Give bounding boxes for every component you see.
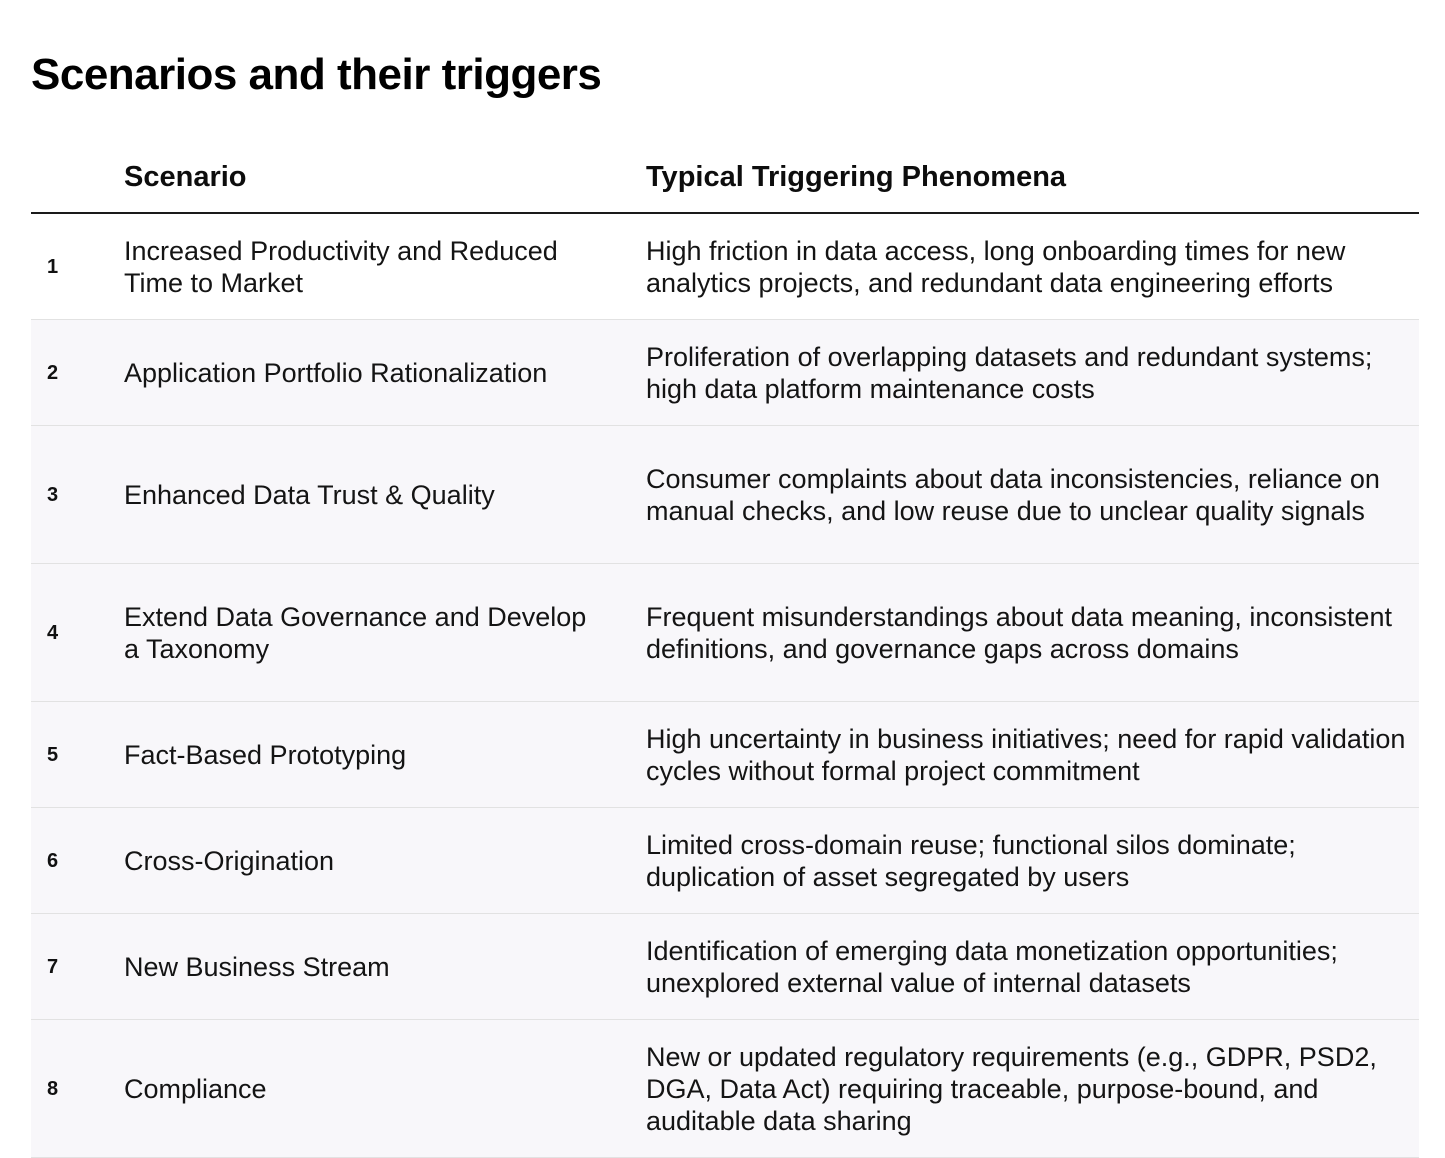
row-triggers: Limited cross-domain reuse; functional silos dominate; duplication of asset segregated by users — [646, 808, 1419, 914]
row-triggers: High uncertainty in business initiatives; need for rapid validation cycles without formal project commitment — [646, 702, 1419, 808]
row-number: 7 — [31, 914, 124, 1020]
header-number — [31, 142, 124, 213]
row-number: 6 — [31, 808, 124, 914]
row-number: 5 — [31, 702, 124, 808]
row-scenario: Enhanced Data Trust & Quality — [124, 426, 646, 564]
row-scenario: New Business Stream — [124, 914, 646, 1020]
row-scenario: Application Portfolio Rationalization — [124, 320, 646, 426]
table-row — [31, 1020, 1419, 1158]
row-number: 8 — [31, 1020, 124, 1158]
table-row — [31, 320, 1419, 426]
row-triggers: Frequent misunderstandings about data meaning, inconsistent definitions, and governance gaps across domains — [646, 564, 1419, 702]
table-row — [31, 808, 1419, 914]
header-row — [31, 142, 1419, 213]
row-triggers: High friction in data access, long onboarding times for new analytics projects, and redundant data engineering efforts — [646, 213, 1419, 320]
header-triggers: Typical Triggering Phenomena — [646, 142, 1419, 213]
row-triggers: Proliferation of overlapping datasets and redundant systems; high data platform maintenance costs — [646, 320, 1419, 426]
row-number: 1 — [31, 213, 124, 320]
row-scenario: Cross-Origination — [124, 808, 646, 914]
table-row — [31, 564, 1419, 702]
row-scenario: Compliance — [124, 1020, 646, 1158]
table-row — [31, 702, 1419, 808]
row-triggers: Identification of emerging data monetization opportunities; unexplored external value of internal datasets — [646, 914, 1419, 1020]
row-number: 4 — [31, 564, 124, 702]
row-scenario: Increased Productivity and Reduced Time to Market — [124, 213, 646, 320]
table-row — [31, 426, 1419, 564]
page-title: Scenarios and their triggers — [31, 50, 602, 99]
row-scenario: Fact-Based Prototyping — [124, 702, 646, 808]
row-number: 3 — [31, 426, 124, 564]
row-scenario: Extend Data Governance and Develop a Taxonomy — [124, 564, 646, 702]
row-triggers: Consumer complaints about data inconsistencies, reliance on manual checks, and low reuse due to unclear quality signals — [646, 426, 1419, 564]
header-scenario: Scenario — [124, 142, 646, 213]
table-body — [31, 213, 1419, 1158]
table-header — [31, 142, 1419, 213]
scenarios-table — [31, 142, 1419, 1158]
row-triggers: New or updated regulatory requirements (e.g., GDPR, PSD2, DGA, Data Act) requiring traceable, purpose-bound, and auditable data sharing — [646, 1020, 1419, 1158]
table-row — [31, 914, 1419, 1020]
table-row — [31, 213, 1419, 320]
row-number: 2 — [31, 320, 124, 426]
